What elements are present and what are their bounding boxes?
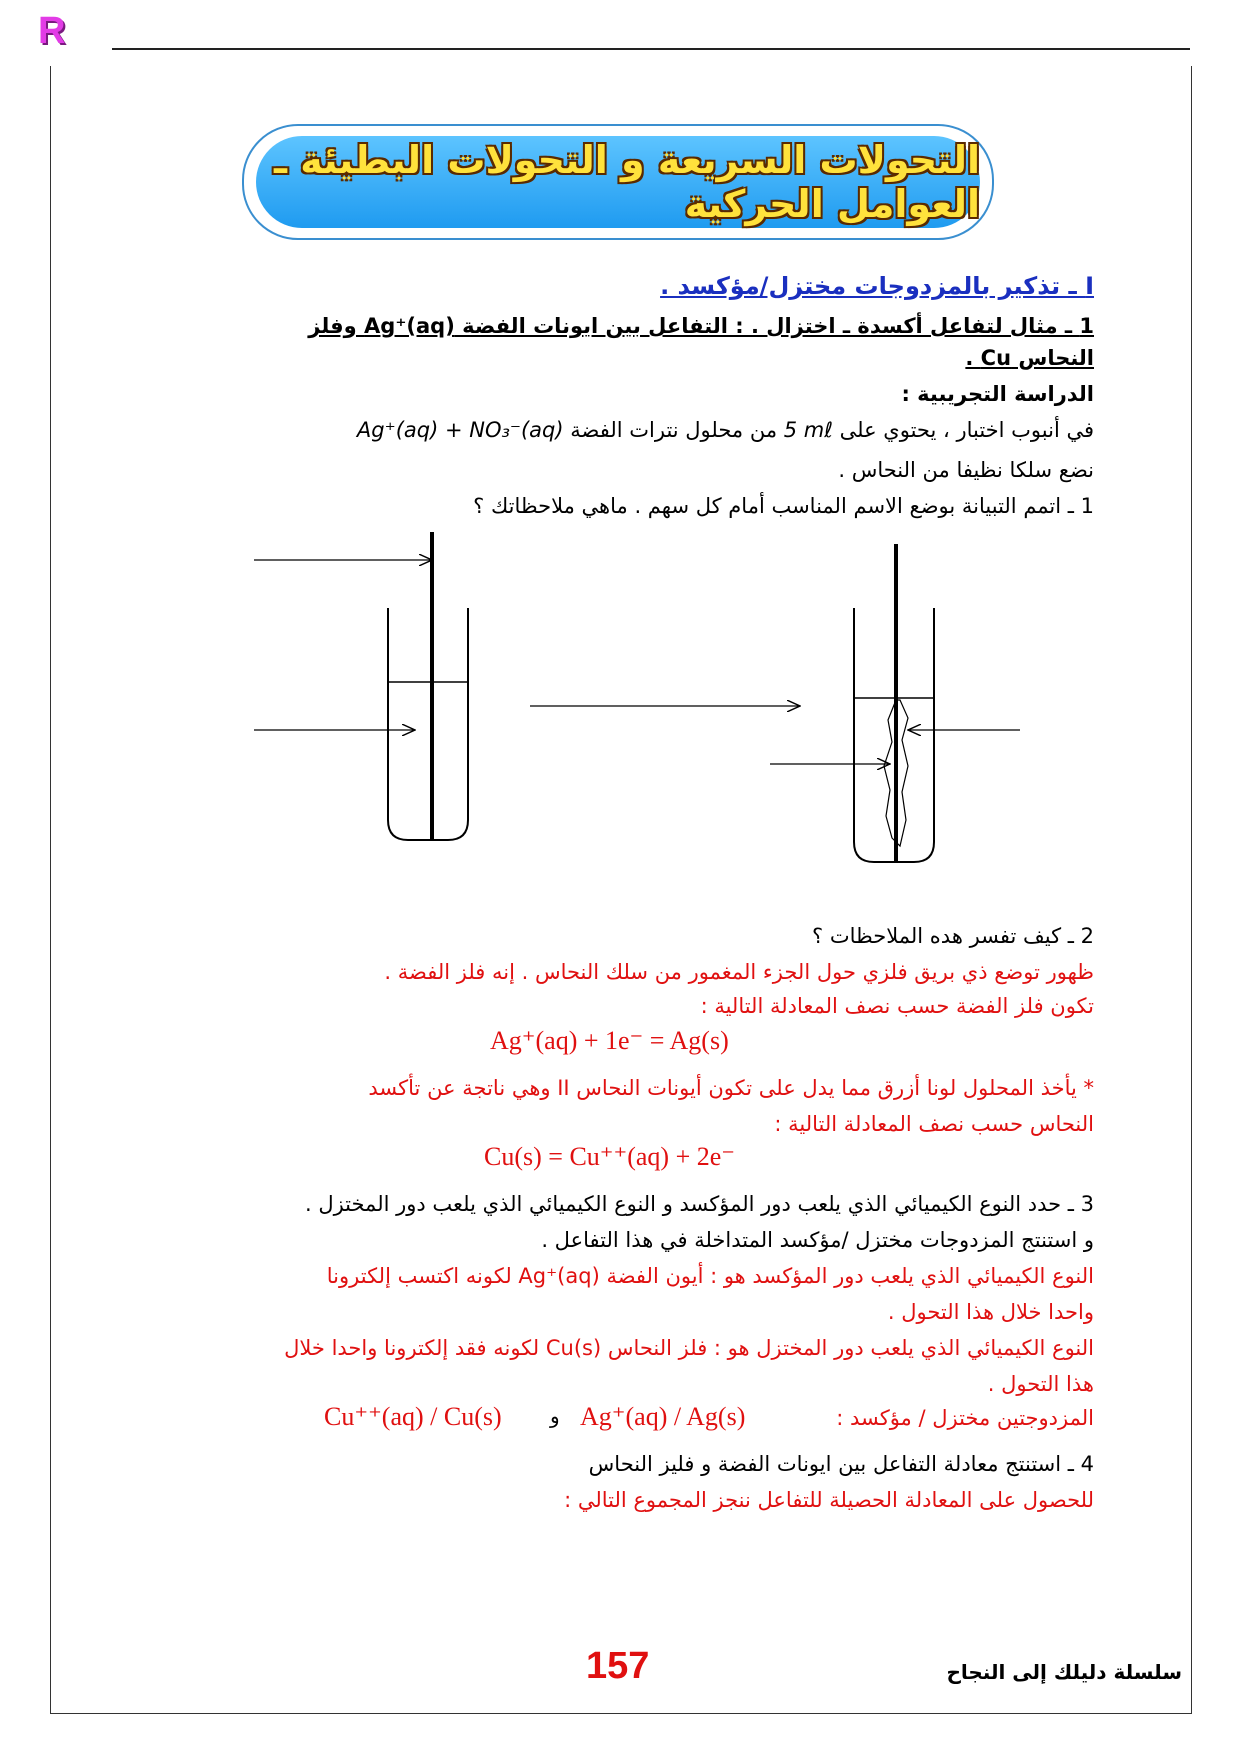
test-tube-diagram: [240, 520, 1060, 870]
question-4: 4 ـ استنتج معادلة التفاعل بين ايونات الفضة و فليز النحاس: [588, 1452, 1094, 1476]
answer-2-line1: ظهور توضع ذي بريق فلزي حول الجزء المغمور من سلك النحاس . إنه فلز الفضة .: [384, 960, 1094, 984]
answer-2-line4: النحاس حسب نصف المعادلة التالية :: [774, 1112, 1094, 1136]
page-title: التحولات السريعة و التحولات البطيئة ـ العوامل الحركية: [273, 138, 980, 226]
question-2: 2 ـ كيف تفسر هده الملاحظات ؟: [812, 924, 1094, 948]
title-banner-fill: [256, 136, 980, 228]
example-heading-line1: 1 ـ مثال لتفاعل أكسدة ـ اختزال . : التفاعل بين ايونات الفضة Ag⁺(aq) وفلز: [308, 314, 1094, 338]
question-1: 1 ـ اتمم التبيانة بوضع الاسم المناسب أمام كل سهم . ماهي ملاحظاتك ؟: [473, 494, 1094, 518]
question-3-line2: و استنتج المزدوجات مختزل /مؤكسد المتداخلة في هذا التفاعل .: [541, 1228, 1094, 1252]
title-banner: [242, 124, 994, 240]
study-title: الدراسة التجريبية :: [901, 382, 1094, 406]
equation-silver-reduction: Ag⁺(aq) + 1e⁻ = Ag(s): [490, 1026, 729, 1055]
study-line1: [357, 418, 1094, 442]
answer-3-line2: واحدا خلال هذا التحول .: [887, 1300, 1094, 1324]
study-volume: 5 mℓ: [783, 418, 833, 442]
study-formula: Ag⁺(aq) + NO₃⁻(aq): [356, 418, 564, 442]
equation-copper-oxidation: Cu(s) = Cu⁺⁺(aq) + 2e⁻: [484, 1142, 736, 1171]
page-number: 157: [586, 1645, 650, 1687]
couple-copper: Cu⁺⁺(aq) / Cu(s): [324, 1402, 502, 1431]
left-test-tube: [388, 532, 468, 840]
couple-silver: Ag⁺(aq) / Ag(s): [580, 1402, 746, 1431]
answer-4-line1: للحصول على المعادلة الحصيلة للتفاعل ننجز المجموع التالي :: [564, 1488, 1094, 1512]
logo: R: [38, 10, 66, 52]
question-3-line1: 3 ـ حدد النوع الكيميائي الذي يلعب دور المؤكسد و النوع الكيميائي الذي يلعب دور المختزل .: [304, 1192, 1094, 1216]
answer-2-line2: تكون فلز الفضة حسب نصف المعادلة التالية :: [700, 994, 1094, 1018]
answer-3-line4: هذا التحول .: [987, 1372, 1094, 1396]
couples-label: المزدوجتين مختزل / مؤكسد :: [836, 1406, 1094, 1430]
answer-2-line3: * يأخذ المحلول لونا أزرق مما يدل على تكون أيونات النحاس II وهي ناتجة عن تأكسد: [368, 1076, 1094, 1100]
top-rule: [112, 48, 1190, 50]
study-text-a: في أنبوب اختبار ، يحتوي على: [839, 418, 1094, 442]
couples-and: و: [550, 1404, 560, 1428]
section-heading: I ـ تذكير بالمزدوجات مختزل/مؤكسد .: [660, 272, 1094, 300]
study-line2: نضع سلكا نظيفا من النحاس .: [838, 458, 1094, 482]
study-text-b: من محلول نترات الفضة: [570, 418, 778, 442]
series-name: سلسلة دليلك إلى النجاح: [946, 1660, 1182, 1684]
answer-3-line1: النوع الكيميائي الذي يلعب دور المؤكسد هو : أيون الفضة Ag⁺(aq) لكونه اكتسب إلكترونا: [326, 1264, 1094, 1288]
right-test-tube: [854, 544, 934, 862]
example-heading-line2: النحاس Cu .: [965, 346, 1094, 370]
answer-3-line3: النوع الكيميائي الذي يلعب دور المختزل هو : فلز النحاس Cu(s) لكونه فقد إلكترونا واحدا خلال: [284, 1336, 1094, 1360]
